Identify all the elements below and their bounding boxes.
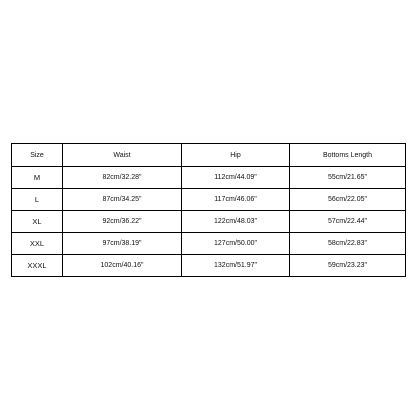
table-row: [12, 255, 406, 277]
waist-cell: 87cm/34.25": [63, 189, 182, 211]
size-cell: XXXL: [12, 255, 63, 277]
bottoms-length-cell: 58cm/22.83": [290, 233, 406, 255]
bottoms-length-cell: 59cm/23.23": [290, 255, 406, 277]
size-cell: M: [12, 167, 63, 189]
table-row: [12, 233, 406, 255]
header-hip: Hip: [182, 144, 290, 167]
header-waist: Waist: [63, 144, 182, 167]
size-cell: XL: [12, 211, 63, 233]
waist-cell: 82cm/32.28": [63, 167, 182, 189]
size-cell: L: [12, 189, 63, 211]
size-chart: [11, 143, 405, 277]
bottoms-length-cell: 55cm/21.65": [290, 167, 406, 189]
size-cell: XXL: [12, 233, 63, 255]
table-row: [12, 189, 406, 211]
waist-cell: 92cm/36.22": [63, 211, 182, 233]
waist-cell: 97cm/38.19": [63, 233, 182, 255]
table-row: [12, 211, 406, 233]
size-chart-table: [11, 143, 406, 277]
hip-cell: 122cm/48.03": [182, 211, 290, 233]
hip-cell: 127cm/50.00": [182, 233, 290, 255]
table-header-row: [12, 144, 406, 167]
bottoms-length-cell: 56cm/22.05": [290, 189, 406, 211]
header-size: Size: [12, 144, 63, 167]
hip-cell: 117cm/46.06": [182, 189, 290, 211]
waist-cell: 102cm/40.16": [63, 255, 182, 277]
table-row: [12, 167, 406, 189]
header-bottoms-length: Bottoms Length: [290, 144, 406, 167]
hip-cell: 132cm/51.97": [182, 255, 290, 277]
bottoms-length-cell: 57cm/22.44": [290, 211, 406, 233]
hip-cell: 112cm/44.09": [182, 167, 290, 189]
